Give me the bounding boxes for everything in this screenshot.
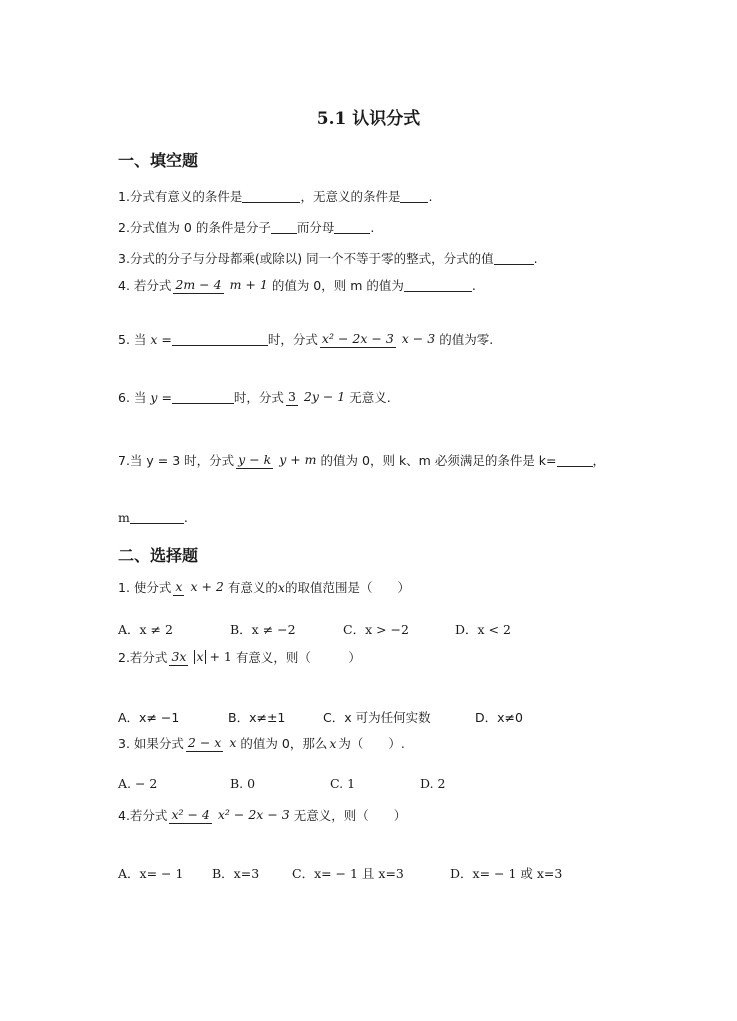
choice-q1-fraction [173, 579, 225, 596]
fill-q2-text-b: 而分母 [296, 220, 335, 235]
fill-question-7-continued [118, 510, 188, 525]
choice-q4-numerator: x² − 4 [171, 806, 210, 822]
choice-q4-denominator: x² − 2x − 3 [217, 806, 290, 822]
page-title: 5.1 认识分式 [316, 109, 421, 129]
fill-q5-text-a: 5. 当 [118, 332, 147, 347]
fill-q7-text-e: . [183, 510, 188, 525]
fill-q2-blank-2[interactable] [334, 221, 370, 234]
fill-q1-text-b: ，无意义的条件是 [300, 189, 401, 204]
choice-q1-text-b: 有意义的 [227, 580, 278, 595]
choice-q1-numerator: x [175, 578, 183, 594]
fill-q7-text-b: 的值为 0，则 k、m 必须满足的条件是 k= [320, 453, 557, 468]
fill-q4-text-a: 4. 若分式 [118, 278, 172, 293]
fill-q2-blank-1[interactable] [271, 221, 297, 234]
choice-q1-text-a: 1. 使分式 [118, 580, 172, 595]
choice-q2-denominator-rest: + 1 [209, 648, 232, 664]
choice-q2-option-c[interactable]: C．x 可为任何实数 [323, 710, 431, 725]
fill-q7-text-a: 7.当 y = 3 时，分式 [118, 453, 235, 468]
choice-q2-option-d[interactable]: D．x≠0 [475, 710, 523, 725]
fill-q5-fraction [320, 331, 437, 348]
choice-q3-text-c: 为（ ）. [338, 736, 405, 751]
fill-q5-text-c: 的值为零. [439, 332, 494, 347]
fill-question-2 [118, 218, 374, 236]
fill-q6-denominator: 2y − 1 [303, 388, 346, 404]
choice-q2-option-b[interactable]: B．x≠±1 [228, 710, 286, 725]
choice-q3-option-c[interactable]: C. 1 [330, 776, 356, 791]
choice-q3-option-a[interactable]: A. − 2 [118, 776, 158, 791]
choice-question-4 [118, 806, 406, 824]
choice-q2-text-b: 有意义，则（ ） [235, 650, 361, 665]
fill-q4-text-c: . [471, 277, 476, 293]
choice-q2-option-a[interactable]: A．x≠ −1 [118, 710, 180, 725]
choice-q1-option-b[interactable]: B．x ≠ −2 [230, 622, 296, 637]
choice-question-1 [118, 578, 410, 596]
fill-q6-text-b: 时，分式 [233, 390, 284, 405]
choice-q4-fraction [169, 807, 291, 824]
choice-question-2 [118, 648, 361, 666]
fill-q6-numerator: 3 [287, 388, 296, 404]
choice-q2-denominator [192, 649, 233, 664]
fill-q1-blank-2[interactable] [400, 190, 428, 203]
choice-q3-option-b[interactable]: B. 0 [230, 776, 256, 791]
choice-q2-text-a: 2.若分式 [118, 650, 168, 665]
fill-q5-text-b: 时，分式 [267, 332, 318, 347]
fill-q5-numerator: x² − 2x − 3 [321, 330, 394, 346]
fill-q7-denominator: y + m [279, 451, 317, 467]
fill-q7-blank-k[interactable] [557, 454, 593, 467]
choice-q3-text-a: 3. 如果分式 [118, 736, 184, 751]
fill-q7-text-d: m [118, 510, 130, 525]
choice-q3-fraction [186, 735, 238, 752]
fill-q7-text-c: ， [592, 453, 606, 468]
choice-q2-abs-value: x [196, 648, 204, 664]
choice-q1-denominator: x + 2 [190, 578, 224, 594]
choice-q1-text-c: 的取值范围是（ ） [284, 580, 410, 595]
fill-q7-numerator: y − k [238, 451, 272, 467]
choice-q4-option-b[interactable]: B．x=3 [212, 866, 260, 881]
fill-q7-blank-m[interactable] [130, 511, 184, 524]
fill-q6-text-c: 无意义. [349, 390, 391, 405]
fill-question-1 [118, 187, 432, 205]
fill-q3-text-b: . [533, 250, 538, 266]
fill-q7-fraction [236, 452, 318, 469]
fill-q3-blank[interactable] [494, 252, 534, 265]
choice-q3-denominator: x [229, 734, 237, 750]
fill-q4-blank[interactable] [404, 279, 472, 292]
fill-q6-blank[interactable] [172, 391, 234, 404]
choice-q4-text-b: 无意义，则（ ） [293, 808, 407, 823]
choice-q3-variable: x [329, 735, 337, 751]
fill-q5-blank[interactable] [172, 333, 268, 346]
fill-q1-blank-1[interactable] [242, 190, 300, 203]
fill-q1-text-a: 1.分式有意义的条件是 [118, 189, 243, 204]
fill-q1-text-c: . [428, 188, 433, 204]
fill-q3-text-a: 3.分式的分子与分母都乘(或除以) 同一个不等于零的整式，分式的值 [118, 251, 494, 266]
choice-q2-numerator: 3x [171, 648, 187, 664]
section-heading-choice: 二、选择题 [118, 546, 199, 565]
fill-question-7 [118, 451, 605, 469]
choice-q1-option-d[interactable]: D．x < 2 [455, 622, 511, 637]
choice-q1-option-c[interactable]: C．x > −2 [343, 622, 409, 637]
choice-q1-variable: x [277, 579, 285, 595]
fill-q6-text-a: 6. 当 [118, 390, 147, 405]
choice-q3-numerator: 2 − x [187, 734, 222, 750]
fill-q6-variable: y = [150, 389, 172, 405]
fill-q5-denominator: x − 3 [401, 330, 436, 346]
fill-q2-text-a: 2.分式值为 0 的条件是分子 [118, 220, 271, 235]
choice-q1-option-a[interactable]: A．x ≠ 2 [118, 622, 173, 637]
fill-question-6 [118, 388, 391, 406]
fill-q6-fraction [286, 389, 347, 406]
fill-question-3 [118, 249, 538, 267]
choice-q4-option-d[interactable]: D．x= − 1 或 x=3 [450, 866, 563, 881]
fill-q4-text-b: 的值为 0，则 m 的值为 [271, 278, 404, 293]
fill-question-4 [118, 276, 476, 294]
choice-q3-option-d[interactable]: D. 2 [420, 776, 446, 791]
choice-q4-text-a: 4.若分式 [118, 808, 168, 823]
section-heading-fill: 一、填空题 [118, 151, 199, 170]
choice-q4-option-c[interactable]: C．x= − 1 且 x=3 [292, 866, 404, 881]
fill-q4-fraction [173, 277, 269, 294]
fill-q4-numerator: 2m − 4 [175, 276, 222, 292]
fill-q5-variable: x = [150, 331, 172, 347]
choice-question-3 [118, 734, 405, 752]
choice-q4-option-a[interactable]: A．x= − 1 [118, 866, 184, 881]
choice-q3-text-b: 的值为 0，那么 [240, 736, 328, 751]
fill-question-5 [118, 330, 493, 348]
fill-q2-text-c: . [370, 219, 375, 235]
choice-q2-fraction [169, 649, 233, 666]
fill-q4-denominator: m + 1 [229, 276, 268, 292]
